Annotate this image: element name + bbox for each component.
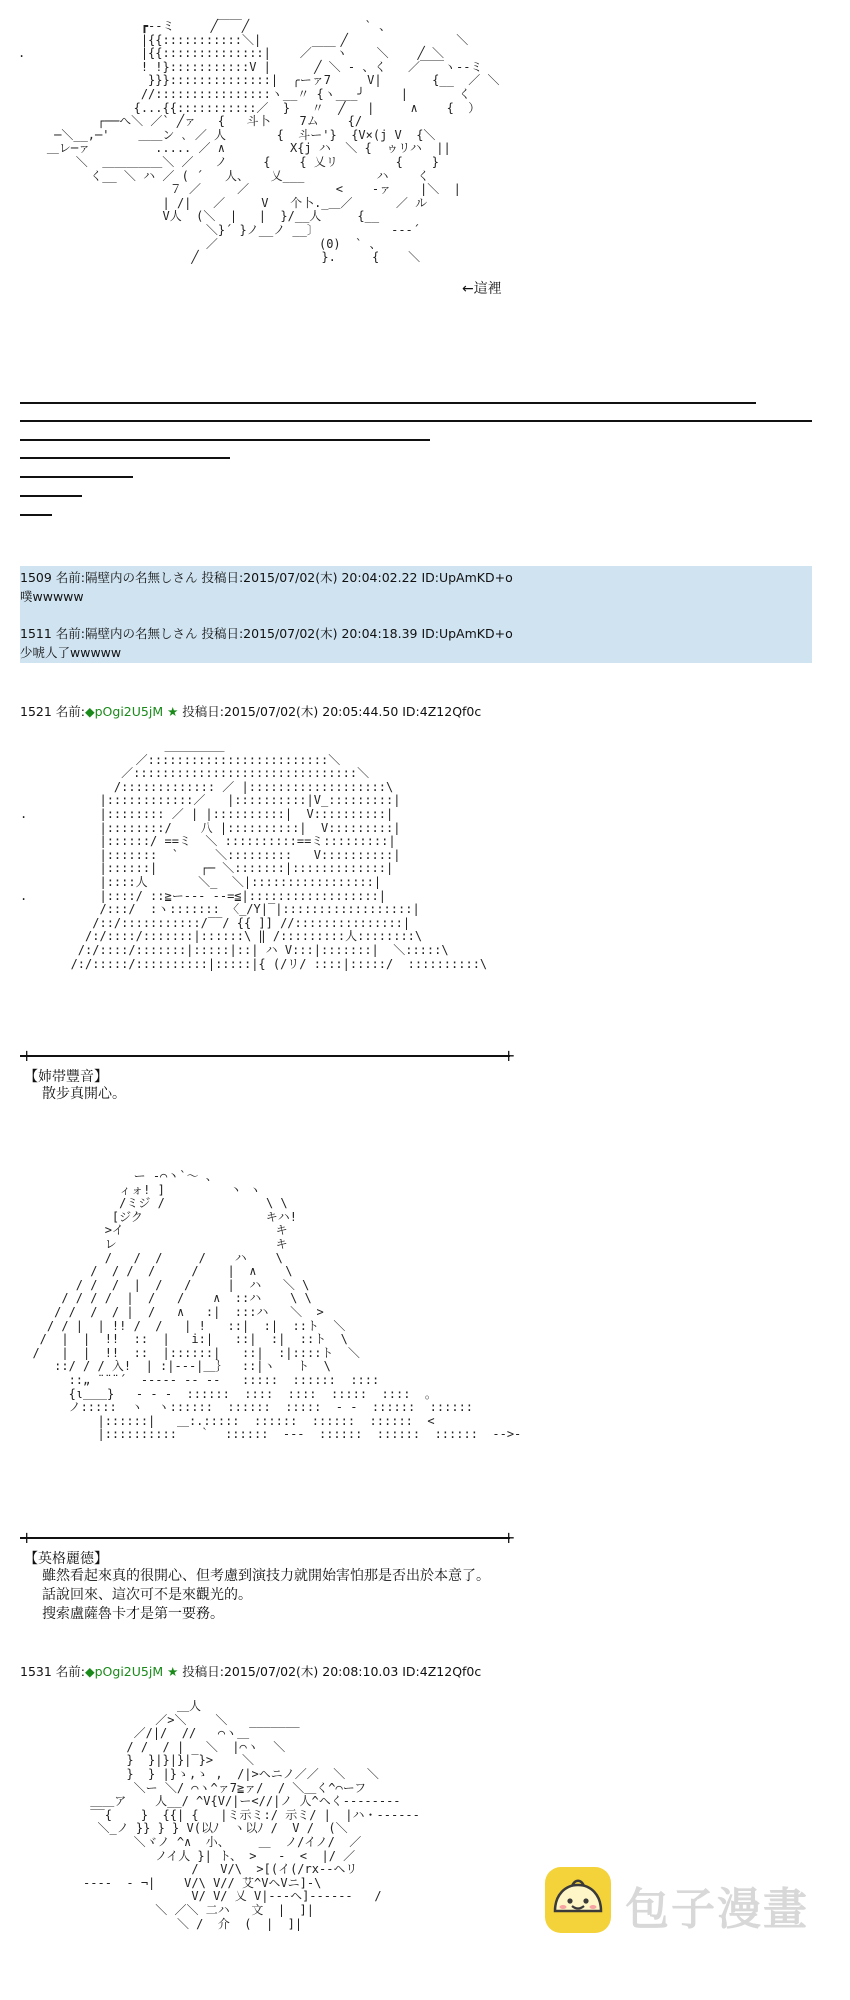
rule-4 xyxy=(20,457,230,459)
post-1531-header xyxy=(20,1662,481,1680)
arrow-label: ←這裡 xyxy=(462,281,502,297)
separator-cross-left: + xyxy=(20,1046,34,1065)
post-date-id: 投稿日:2015/07/02(木) 20:05:44.50 ID:4Z12Qf0c xyxy=(178,704,482,719)
rule-7 xyxy=(20,514,52,516)
separator-cross-right: + xyxy=(502,1046,516,1065)
trip-code: ◆pOgi2U5jM ★ xyxy=(85,704,179,719)
post-date-id: 投稿日:2015/07/02(木) 20:08:10.03 ID:4Z12Qf0c xyxy=(178,1664,482,1679)
bun-icon xyxy=(543,1865,613,1935)
ascii-art-1531: ＿人 ／>＼ ＼ ／/|/ // ⌒ヽ＿‾‾‾‾‾‾‾ / / / | ＼ |⌒ヽ ＼ } }|}|}|‾}> ＼ } } |}ゝ,ゝ , /|>ヘニノ／／ ＼ ＼ ＼ー ＼/ ⌒ヽ^ァ7≧ァ/ / ＼＿く^⌒ーフ ＿＿ア 人__/ ^V{V/|ー<//|ノ 人^ヘく‐‐‐‐‐‐‐‐ ‾‾{ } {{| { |ミ示ミ:/ 示ミ/ | |ハ・‐‐‐‐‐‐ ＼_ノ }} } } V(以ﾉ ヽ以ﾉ / V / (＼ ＼ヾノ ^∧ 小、 ＿ ノ/イノ/ ／ ノイ人 }| ト、 > ‐ < |/ ／ / V/\ >[(イ(/rx‐‐ヘリ ‐‐‐‐ ‐ ¬| V/\ V// 艾^VヘVニ]‐\ V/ V/ 乂 V|‐‐‐ヘ]‐‐‐‐‐‐ / ＼ ／＼ 二ハ 文 | ]| ＼ / 介 ( | ]| xyxy=(83,1699,420,1931)
trip-code: ◆pOgi2U5jM ★ xyxy=(85,1664,179,1679)
speech-text: 雖然看起來真的很開心、但考慮到演技力就開始害怕那是否出於本意了。 話說回來、這次可不是來觀光的。 搜索盧薩魯卡才是第一要務。 xyxy=(42,1568,490,1622)
watermark xyxy=(543,1857,833,1943)
rule-5 xyxy=(20,476,133,478)
post-1511-body: 少唬人了wwwww xyxy=(20,645,122,660)
post-number-name: 1521 名前: xyxy=(20,704,85,719)
ascii-art-1521: ＿＿＿＿＿ ／:::::::::::::::::::::::::＼ ／:::::::::::::::::::::::::::::::＼ /::::::::::::: ／ |:::::::::::::::::::\ |::::::::::::／ |::::::::::|V_:::::::::| . |:::::::: ／ | |::::::::::| V::::::::::| |::::::::/ 八 |::::::::::| V:::::::::| |::::::/ ==ミ ＼ ::::::::::==ミ:::::::::| |::::::: ` ＼::::::::: V::::::::::| |::::::| ┌─ ＼:::::::|:::::::::::::| |::::人 ＼_ ＼|:::::::::::::::::| . |::::/ ::≧ー‐‐‐ ‐‐=≦|::::::::::::::::::| /:::/ :ヽ::::::: 〈_/Y|‾|::::::::::::::::::| /::/:::::::::::/‾‾/ {{ ]] //:::::::::::::::| /:/::::/:::::::|::::::\ ‖ /:::::::::人::::::::\ /:/::::/:::::::|:::::|::| ハ V:::|:::::::| ＼:::::\ /:/:::::/::::::::::|:::::|{ (/リ/ ::::|:::::/ ::::::::::\ xyxy=(20,739,488,971)
rule-1 xyxy=(20,402,756,404)
ascii-art-top: ┏--ミ ╱￣￣╱ ` 、 |{{:::::::::::＼| ╱ ＼ . |{{::::::::::::::| ／￣￣ヽ ＼ ╱ ＼ ! !}:::::::::::V | ╱ ＼ ‐ 、く ／￣￣ヽ--ミ }}}::::::::::::::| ╭ーァ7 V| {__ ／ ＼ //::::::::::::::::ヽ__〃 {ヽ___╯ | く {...{{:::::::::::／ } 〃 ╱ | ∧ { ） ┌──へ＼ ／` ╱ァ { 斗卜 7ム {/ ─＼__,─' ＿＿ン ､ ／ 人 { 斗ー'} {V×(j V {＼ ＿レ─ァ ..... ／ ∧ X{j ハ ＼ { ゥリハ || ＼ ＿＿＿＿＿＼ ／ ノ { { 乂リ { } く__ ＼ ハ ／ ( ´ 人、 乂___ ハ く ７ ／ ／ < ‐ァ |＼ | | /| ／ V 个卜._＿／ ／ ル V人 (＼ | | }/__人 {__ ＼}´ }ノ__ノ __〕 ‐‐‐´ ／ (0) ` 、 ╱ }. { ＼ xyxy=(18,19,500,265)
post-1509-body: 噗wwwww xyxy=(20,589,84,604)
post-1521-header xyxy=(20,702,481,720)
post-1509-header: 1509 名前:隔壁内の名無しさん 投稿日:2015/07/02(木) 20:04:02.22 ID:UpAmKD+o xyxy=(20,570,513,585)
post-number-name: 1531 名前: xyxy=(20,1664,85,1679)
separator-cross-left: + xyxy=(20,1528,34,1547)
rule-3 xyxy=(20,439,430,441)
speech-text: 散步真開心。 xyxy=(42,1086,126,1102)
ascii-art-mid: ー ‐⌒丶`～ 、 ィォ! ] 丶 ヽ /ミジ / \ \ [ジク キハ! >イ キ レ キ / / / / ハ \ / / / / / | ∧ \ / / / | / / | ハ ＼ \ / / / / | / / ∧ ::ハ \ \ / / / / | / ∧ :| :::ハ ＼ > / / | | !! / / | ! ::| :| ::ト ＼ / | | !! :: | i:| ::| :| ::ト \ / | | !! :: |::::::| ::| :|::::ト ＼ ::/ / / 入! | :|‐‐‐|＿｝ ::|ヽ ト \ ::„ ¨¨¨´ ‐‐‐‐‐ ‐‐ ‐‐ ::::: :::::: :::: {ι＿＿} ‐ ‐ ‐ :::::: :::: :::: ::::: :::: 。 ノ::::: ヽ ヽ:::::: :::::: ::::: ‐ ‐ :::::: :::::: |::::::| ＿:.::::: :::::: :::::: :::::: < |:::::::::: ｀ :::::: ‐‐‐ :::::: :::::: :::::: ‐‐>‐ xyxy=(32,1169,522,1442)
speaker-name: 【姉帯豐音】 xyxy=(24,1069,108,1085)
watermark-text: 包子漫畫 xyxy=(625,1884,809,1935)
rule-2 xyxy=(20,420,812,422)
speaker-name: 【英格麗德】 xyxy=(24,1551,108,1567)
post-1511-header: 1511 名前:隔壁内の名無しさん 投稿日:2015/07/02(木) 20:04:18.39 ID:UpAmKD+o xyxy=(20,626,513,641)
separator-cross-right: + xyxy=(502,1528,516,1547)
separator-line xyxy=(20,1537,510,1539)
rule-6 xyxy=(20,495,82,497)
separator-line xyxy=(20,1055,510,1057)
